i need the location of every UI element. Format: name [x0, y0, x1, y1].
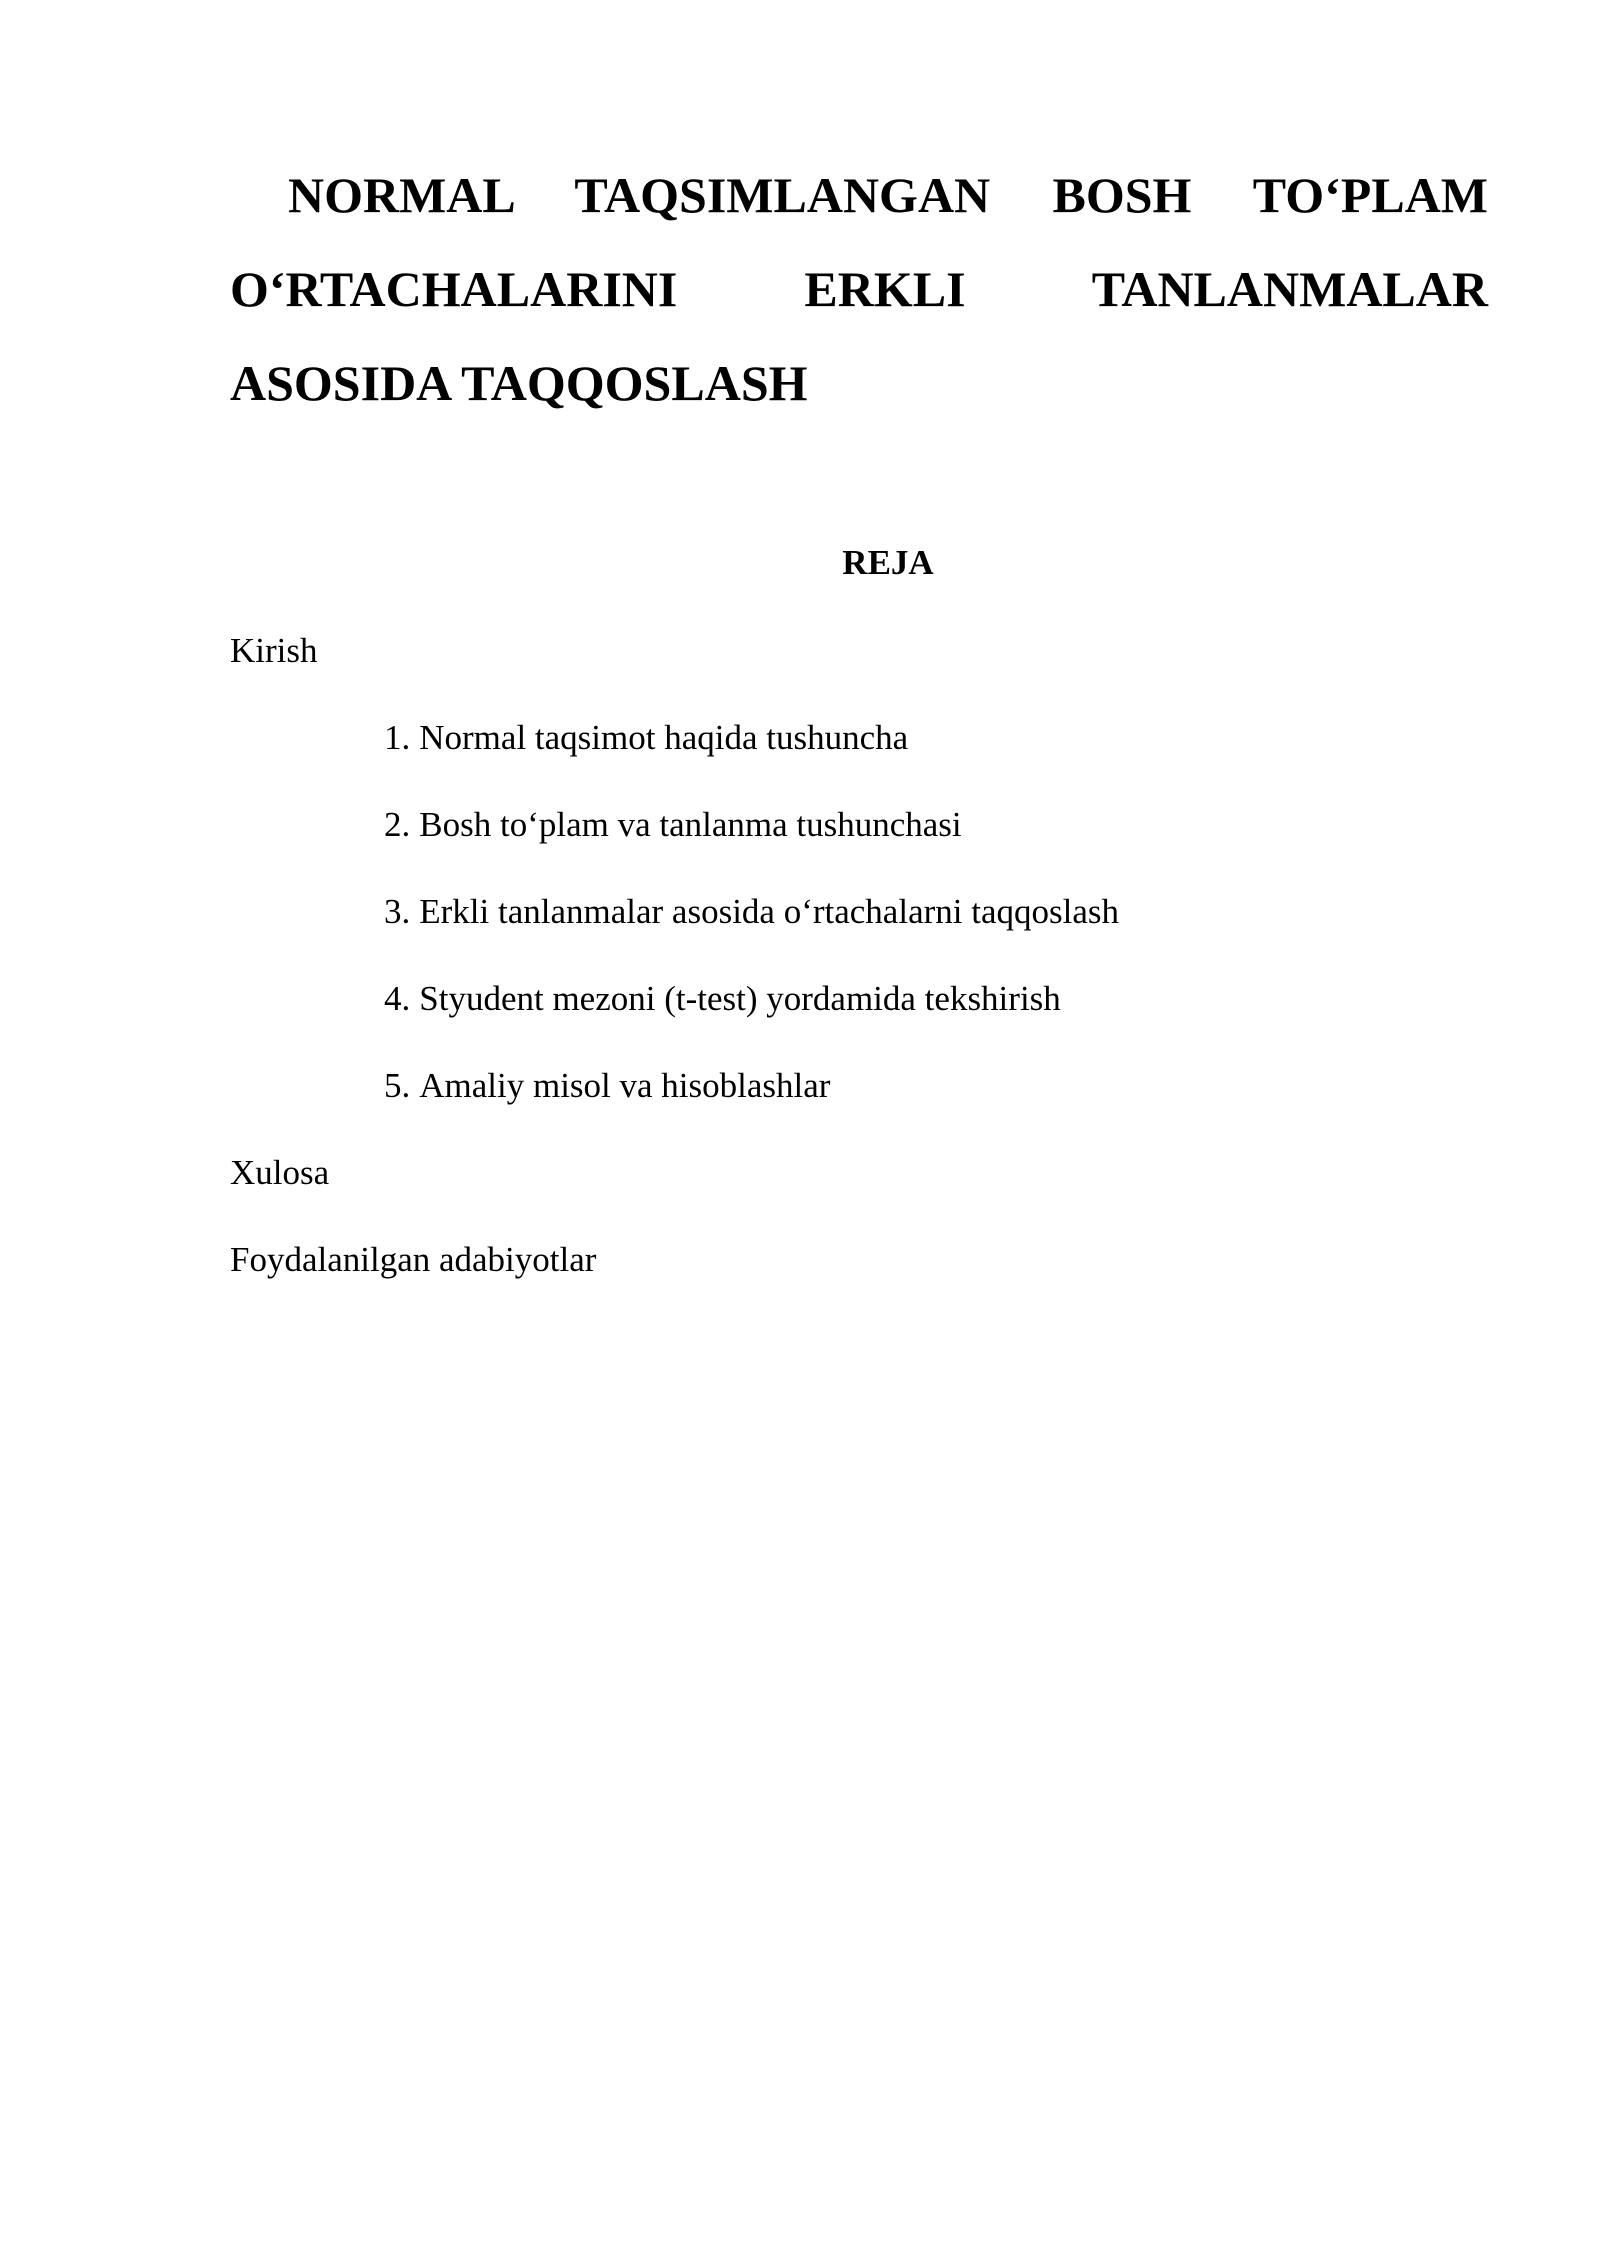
plan-references: Foydalanilgan adabiyotlar: [230, 1240, 597, 1279]
plan-item-number: 4.: [384, 979, 411, 1018]
plan-item-text: Styudent mezoni (t-test) yordamida tekshirish: [419, 979, 1061, 1018]
document-title: NORMAL TAQSIMLANGAN BOSH TO‘PLAM O‘RTACHALARINI ERKLI TANLANMALAR ASOSIDA TAQQOSLASH: [230, 167, 1488, 411]
plan-item: [384, 1063, 830, 1108]
plan-item: [384, 802, 962, 847]
plan-item-number: 1.: [384, 718, 411, 757]
plan-item-text: Amaliy misol va hisoblashlar: [419, 1066, 831, 1105]
plan-item-number: 5.: [384, 1066, 411, 1105]
plan-item-number: 2.: [384, 805, 411, 844]
plan-item-text: Erkli tanlanmalar asosida o‘rtachalarni taqqoslash: [419, 892, 1119, 931]
plan-item: [384, 889, 1119, 934]
plan-item: [384, 715, 908, 760]
plan-conclusion: Xulosa: [230, 1153, 330, 1192]
plan-item-number: 3.: [384, 892, 411, 931]
plan-heading: REJA: [842, 543, 934, 582]
plan-item-text: Bosh to‘plam va tanlanma tushunchasi: [419, 805, 962, 844]
plan-item: [384, 976, 1061, 1021]
plan-intro: Kirish: [230, 631, 318, 670]
plan-item-text: Normal taqsimot haqida tushuncha: [419, 718, 909, 757]
